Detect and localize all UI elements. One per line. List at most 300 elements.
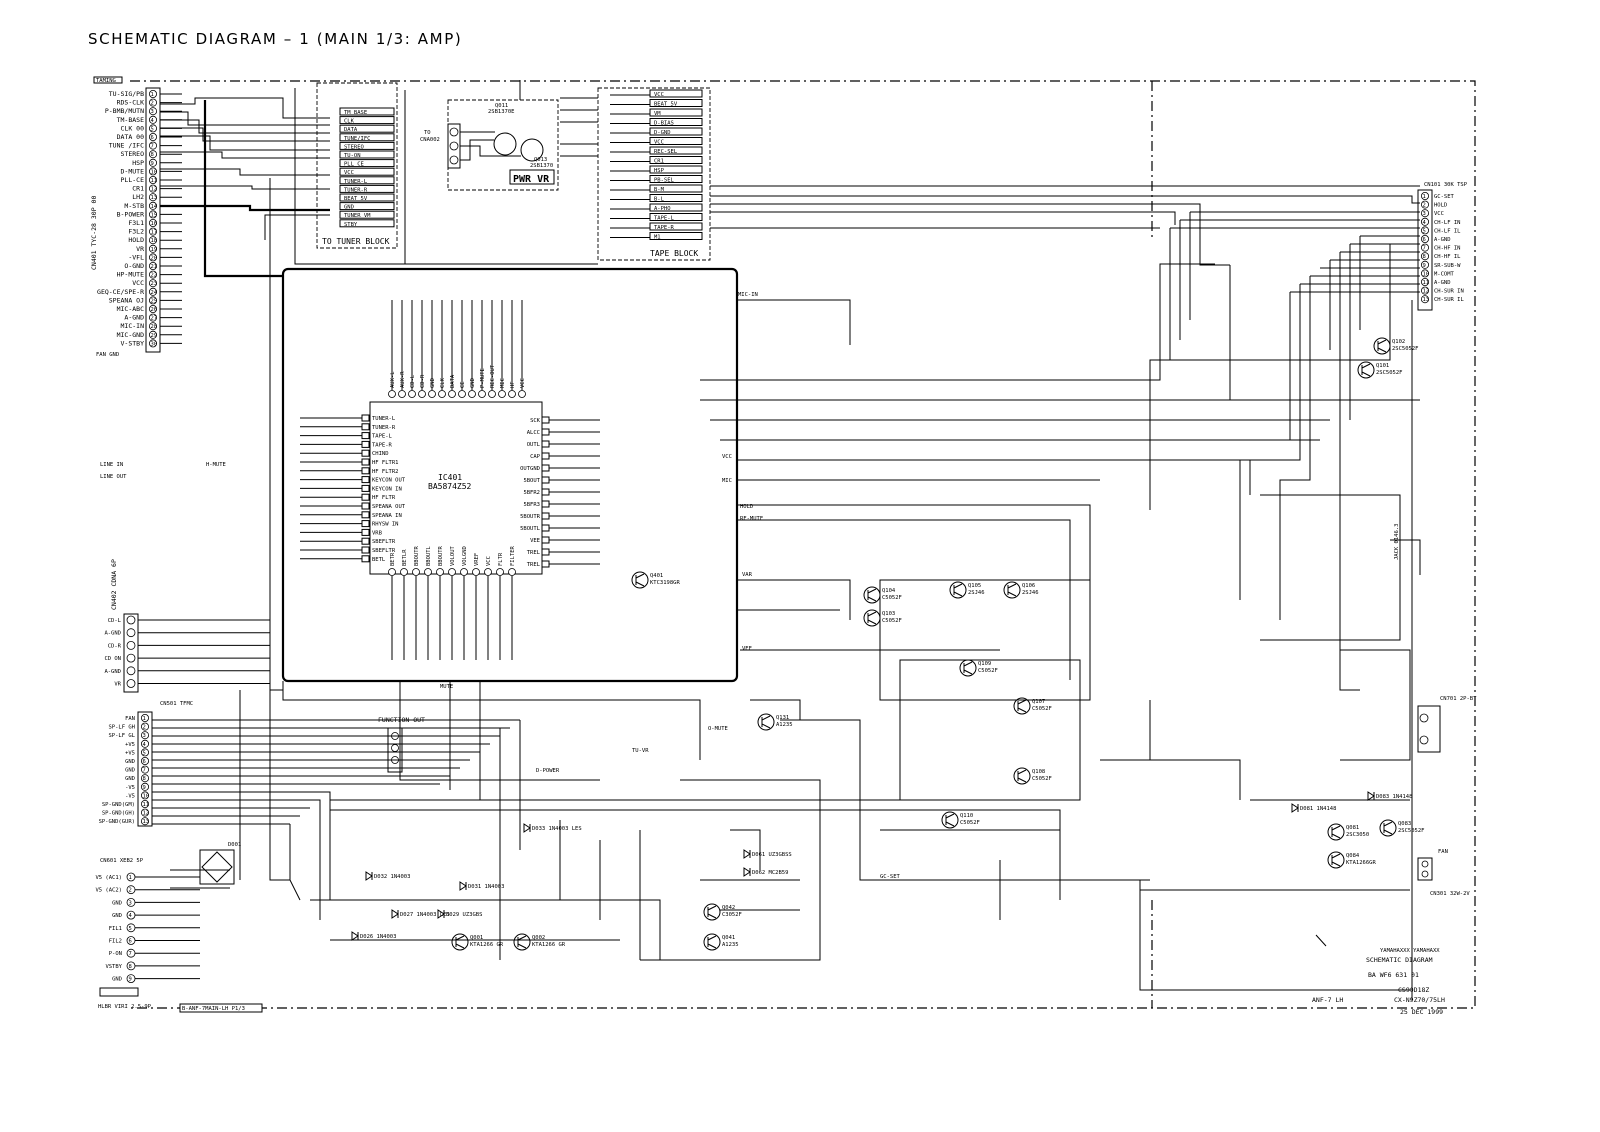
tuner-signal-label: GND xyxy=(344,204,354,211)
ic-pin xyxy=(389,569,396,576)
ic-top-pin-label: AUX-R xyxy=(400,371,406,388)
cn101-pin-label: CH-SUR IL xyxy=(1434,297,1464,304)
cn402-pin-label: VR xyxy=(114,681,121,688)
ic-pin xyxy=(362,503,369,509)
ic-left-pin-label: TAPE-R xyxy=(372,442,392,449)
ic-left-pin-label: HF FLTR1 xyxy=(372,460,399,466)
cn501-pin-number: 7 xyxy=(142,767,146,774)
ic-left-pin-label: HF FLTR xyxy=(372,495,396,502)
svg-text:B-ANF-7MAIN-LH P1/3: B-ANF-7MAIN-LH P1/3 xyxy=(182,1006,245,1012)
ic-right-pin-label: 5BOUT xyxy=(523,478,540,484)
cn601-pin-label: V5 (AC1) xyxy=(95,875,122,881)
tape-signal-label: D-GND xyxy=(654,130,671,136)
cn401-pin-number: 8 xyxy=(150,152,154,159)
svg-text:2SB1370E: 2SB1370E xyxy=(488,109,515,115)
ic-left-pin-label: BETL xyxy=(372,556,386,563)
svg-text:CN402 CDNA 6P: CN402 CDNA 6P xyxy=(110,559,118,610)
ic-bottom-pin-label: FILTER xyxy=(510,546,516,566)
ic-pin xyxy=(542,501,549,507)
cn401-pin-number: 22 xyxy=(150,272,158,279)
transistor-part: 2SJ46 xyxy=(1022,590,1039,596)
cn401-pin-label: B-POWER xyxy=(116,210,144,219)
cn101-connector xyxy=(1418,182,1468,310)
cn601-pin-label: FIL2 xyxy=(108,938,122,945)
cn101-pin-label: GC-SET xyxy=(1434,194,1454,200)
ic-pin xyxy=(485,569,492,576)
ic-pin xyxy=(429,391,436,398)
transistor-ref: Q102 xyxy=(1392,339,1406,345)
transistor-symbol xyxy=(1374,338,1390,354)
tape-signal-label: VCC xyxy=(654,92,664,98)
transistor-part: C5052F xyxy=(978,668,998,674)
svg-text:SCHEMATIC DIAGRAM: SCHEMATIC DIAGRAM xyxy=(1366,956,1433,964)
ic-pin xyxy=(389,391,396,398)
cn401-pin-number: 7 xyxy=(150,143,154,150)
cn401-pin-number: 27 xyxy=(150,315,158,322)
cn401-pin-label: TM-BASE xyxy=(116,115,144,124)
cn401-pin-number: 9 xyxy=(150,160,154,167)
diode-label: D026 1N4003 xyxy=(360,934,397,940)
transistor-part: 2SC5052F xyxy=(1392,346,1419,352)
svg-text:FUNCTION OUT: FUNCTION OUT xyxy=(378,716,425,724)
transistor-part: A1235 xyxy=(722,942,739,948)
diode-label: D083 1N4148 xyxy=(1376,794,1413,800)
cn401-pin-label: D-MUTE xyxy=(120,167,144,176)
transistor-symbol xyxy=(704,934,720,950)
transistor-symbol xyxy=(1328,852,1344,868)
diode-label: D032 1N4003 xyxy=(374,874,411,880)
ic-pin xyxy=(362,441,369,447)
svg-text:CN601 XEB2 5P: CN601 XEB2 5P xyxy=(100,858,144,864)
transistor-part: C5052F xyxy=(1032,706,1052,712)
ic-pin xyxy=(362,521,369,527)
cn101-pin-number: 8 xyxy=(1422,254,1426,261)
transistor-symbol xyxy=(758,714,774,730)
svg-text:CN101 30K TSP: CN101 30K TSP xyxy=(1424,182,1468,188)
ic-pin xyxy=(542,525,549,531)
svg-text:TAMING: TAMING xyxy=(96,78,116,84)
svg-text:HLBR VIRI 2.5-9P: HLBR VIRI 2.5-9P xyxy=(98,1004,151,1010)
ic-bottom-pin-label: BETR xyxy=(390,552,396,566)
cn402-pin-label: CD ON xyxy=(104,656,121,663)
ic-pin xyxy=(542,453,549,459)
cn501-pin-number: 8 xyxy=(142,776,146,783)
transistor-symbol xyxy=(632,572,648,588)
cn501-pin-number: 11 xyxy=(142,802,150,808)
cn101-pin-label: M-COMT xyxy=(1434,271,1454,278)
cn601-pin-number: 3 xyxy=(128,900,132,907)
cn401-pin-number: 23 xyxy=(150,281,158,288)
svg-text:JACK 0146.3: JACK 0146.3 xyxy=(1394,523,1400,560)
cn101-pin-number: 2 xyxy=(1422,202,1426,209)
cn601-pin-number: 1 xyxy=(128,875,132,881)
cn401-pin-label: STEREO xyxy=(120,150,144,159)
ic-top-pin-label: P-MUTE xyxy=(480,368,486,388)
cn401-pin-label: VR xyxy=(136,244,144,253)
ic-pin xyxy=(362,556,369,562)
transistor-ref: Q041 xyxy=(722,935,736,941)
diode-label: D027 1N4003 LES xyxy=(400,912,450,918)
transistor-ref: Q131 xyxy=(776,715,790,721)
ic-pin xyxy=(542,549,549,555)
cn501-pin-label: -V5 xyxy=(125,784,135,791)
ic-pin xyxy=(509,569,516,576)
ic-pin xyxy=(542,465,549,471)
cn501-pin-number: 12 xyxy=(142,810,150,817)
ic-top-pin-label: CLK xyxy=(440,378,446,388)
cn101-pin-number: 1 xyxy=(1422,194,1426,200)
transistor-symbol xyxy=(1328,824,1344,840)
cn402-pin xyxy=(127,680,135,688)
transistor-part: C5052F xyxy=(882,618,902,624)
bridge-rectifier xyxy=(200,842,241,884)
transistor-ref: Q108 xyxy=(1032,769,1046,775)
transistor-symbol xyxy=(942,812,958,828)
ic-pin xyxy=(362,529,369,535)
svg-text:TO: TO xyxy=(424,130,431,136)
page-title: SCHEMATIC DIAGRAM – 1 (MAIN 1/3: AMP) xyxy=(88,30,463,48)
ic-left-pin-label: SPEANA IN xyxy=(372,512,402,519)
ic-right-pin-label: ALCC xyxy=(526,430,540,436)
tuner-signal-label: STEREO xyxy=(344,144,364,151)
transistor-part: KTA1266 GR xyxy=(470,942,504,948)
transistor-ref: Q042 xyxy=(722,905,736,911)
cn101-pin-number: 13 xyxy=(1422,297,1430,304)
ic-pin xyxy=(409,391,416,398)
cn601-pin-label: GND xyxy=(112,976,122,983)
cn401-pin-label: M-STB xyxy=(124,201,144,210)
ic-pin xyxy=(425,569,432,576)
ic-pin xyxy=(542,477,549,483)
ic-left-pin-label: HF FLTR2 xyxy=(372,468,399,475)
cn101-pin-label: CH-HF IL xyxy=(1434,254,1461,261)
fan-connector xyxy=(1418,849,1470,897)
transistor-ref: Q083 xyxy=(1398,821,1412,827)
ic-top-pin-label: CD-R xyxy=(420,374,426,388)
cn601-pin-label: FIL1 xyxy=(108,925,122,932)
tape-signal-label: HSP xyxy=(654,168,664,174)
transistor-part: C5052F xyxy=(1032,776,1052,782)
tape-signal-label: D-BIAS xyxy=(654,120,674,127)
ic-pin xyxy=(469,391,476,398)
cn402-pin-label: CD-R xyxy=(107,643,121,650)
ic-bottom-pin-label: FLTR xyxy=(498,552,504,566)
ic-top-pin-label: REC-OUT xyxy=(490,364,496,388)
svg-text:ANF-7 LH: ANF-7 LH xyxy=(1312,996,1344,1004)
tuner-signal-label: DATA xyxy=(344,127,358,134)
cn401-pin-number: 24 xyxy=(150,289,158,296)
cn402-pin xyxy=(127,641,135,649)
tape-signal-label: A-PHO xyxy=(654,206,671,212)
cn101-pin-number: 12 xyxy=(1422,288,1430,295)
cn401-pin-number: 1 xyxy=(150,92,154,98)
ic-left-pin-label: CHIND xyxy=(372,451,389,458)
ic-top-pin-label: MIC xyxy=(500,378,506,388)
transistor-symbol xyxy=(514,934,530,950)
svg-text:IC401: IC401 xyxy=(438,473,463,482)
cn402-connector xyxy=(104,559,270,692)
cn501-pin-label: FAN xyxy=(125,716,135,722)
ic-pin xyxy=(542,429,549,435)
cn401-pin-number: 19 xyxy=(150,246,158,253)
ic-top-pin-label: HF xyxy=(510,381,516,388)
cn501-pin-label: -V5 xyxy=(125,793,135,800)
transistor-symbol xyxy=(960,660,976,676)
tuner-signal-label: TUNER VM xyxy=(344,213,371,220)
svg-text:BA5874Z52: BA5874Z52 xyxy=(428,482,472,491)
svg-text:TAPE BLOCK: TAPE BLOCK xyxy=(650,249,699,258)
cn501-pin-number: 13 xyxy=(142,819,150,826)
bottom-reference xyxy=(180,1004,262,1012)
cn501-pin-number: 2 xyxy=(142,724,146,731)
tuner-signal-label: CLK xyxy=(344,118,354,125)
ic-left-pin-label: SBEFLTR xyxy=(372,539,396,546)
ic-left-pin-label: KEYCON OUT xyxy=(372,477,406,484)
diode-label: D033 1N4003 LES xyxy=(532,826,582,832)
cn401-pin-label: PLL-CE xyxy=(120,176,144,184)
ic-top-pin-label: GND xyxy=(430,378,436,388)
svg-text:Q013: Q013 xyxy=(534,157,548,163)
svg-text:Q011: Q011 xyxy=(495,103,509,109)
ic-right-pin-label: TREL xyxy=(526,550,540,556)
net-label: O-MUTE xyxy=(708,726,728,732)
ic-right-pin-label: TREL xyxy=(526,562,540,568)
tuner-signal-label: BEAT 5V xyxy=(344,196,368,202)
transistor-symbol xyxy=(1014,768,1030,784)
transistor-ref: Q106 xyxy=(1022,583,1036,589)
transistor-ref: Q401 xyxy=(650,573,664,579)
ic-pin xyxy=(362,450,369,456)
cn401-pin-number: 4 xyxy=(150,117,154,124)
net-label: MUTE xyxy=(440,684,454,690)
cn101-pin-label: CH-HF IN xyxy=(1434,245,1461,252)
ic-pin xyxy=(461,569,468,576)
net-label: VAR xyxy=(742,572,752,578)
cn401-pin-label: SPEANA OJ xyxy=(108,296,144,305)
cn501-pin-label: GND xyxy=(125,767,135,774)
transistor-part: 2SC3050 xyxy=(1346,832,1370,838)
ic-pin xyxy=(497,569,504,576)
ic401 xyxy=(283,269,737,681)
ic-right-pin-label: 5BFR3 xyxy=(523,502,540,508)
ic-top-pin-label: VCC xyxy=(520,378,526,388)
svg-text:PWR VR: PWR VR xyxy=(513,174,550,185)
ic-bottom-pin-label: BBOUTL xyxy=(426,546,432,566)
cn501-pin-label: SP-GND(GH) xyxy=(101,810,135,817)
transistor-ref: Q002 xyxy=(532,935,546,941)
cn601-pin-number: 8 xyxy=(128,963,132,970)
tape-signal-label: VM xyxy=(654,111,661,117)
cn401-pin-number: 26 xyxy=(150,307,158,313)
ic-pin xyxy=(362,485,369,491)
cn601-pin-label: GND xyxy=(112,913,122,920)
cn501-pin-number: 5 xyxy=(142,750,146,757)
cn401-pin-number: 21 xyxy=(150,264,158,270)
svg-text:CN301 32W-2V: CN301 32W-2V xyxy=(1430,891,1470,897)
svg-text:CS90D18Z: CS90D18Z xyxy=(1398,986,1430,994)
ic-top-pin-label: CE xyxy=(460,381,466,388)
ic-right-pin-label: 5BOUTL xyxy=(520,526,540,532)
net-label: HOLD xyxy=(740,504,754,510)
cn401-pin-label: RDS-CLK xyxy=(116,98,144,107)
cn501-pin-number: 4 xyxy=(142,741,146,748)
tape-block xyxy=(598,88,710,260)
ic-pin xyxy=(362,433,369,439)
ic-pin xyxy=(439,391,446,398)
cn401-pin-number: 20 xyxy=(150,255,158,262)
ic-top-pin-label: GND xyxy=(470,378,476,388)
cn501-pin-label: SP-LF GL xyxy=(108,733,135,740)
svg-text:TO TUNER BLOCK: TO TUNER BLOCK xyxy=(322,237,390,246)
tape-signal-label: PB-SEL xyxy=(654,177,674,184)
tape-signal-label: BEAT 5V xyxy=(654,101,678,108)
transistor-symbol xyxy=(864,610,880,626)
ic-bottom-pin-label: BETLR xyxy=(402,549,408,566)
cn402-pin-label: CD-L xyxy=(107,618,121,624)
cn501-pin-label: GND xyxy=(125,776,135,783)
ic-pin xyxy=(542,537,549,543)
cn601-pin-number: 4 xyxy=(128,913,132,920)
ic-left-pin-label: SBEFLTR xyxy=(372,548,396,554)
tuner-signal-label: TUNER-L xyxy=(344,178,368,185)
cn401-pin-number: 18 xyxy=(150,238,158,245)
cn401-pin-number: 10 xyxy=(150,169,158,176)
cn101-pin-label: CH-LF IL xyxy=(1434,228,1461,235)
cn401-pin-label: MIC-IN xyxy=(120,322,144,331)
ic-pin xyxy=(413,569,420,576)
ic-top-pin-label: AUX-L xyxy=(390,371,396,388)
cn401-pin-number: 30 xyxy=(150,341,158,348)
cn401-pin-number: 2 xyxy=(150,100,154,107)
ic-pin xyxy=(362,424,369,430)
transistor-ref: Q081 xyxy=(1346,825,1360,831)
ic-left-pin-label: RHYSW IN xyxy=(372,521,399,528)
cn401-pin-number: 6 xyxy=(150,135,154,141)
diode-label: D062 MC2B59 xyxy=(752,870,789,876)
cn401-pin-number: 29 xyxy=(150,332,158,339)
ic-top-pin-label: DATA xyxy=(450,374,456,388)
tape-signal-label: CR1 xyxy=(654,158,664,165)
transistor-ref: Q084 xyxy=(1346,853,1360,859)
net-label: RF-MUTE xyxy=(740,516,764,522)
diode-label: D061 UZ3GBSS xyxy=(752,852,792,858)
ic-pin xyxy=(401,569,408,576)
cn501-pin-label: SP-LF GH xyxy=(108,724,135,731)
cn501-pin-number: 6 xyxy=(142,759,146,765)
cn401-pin-number: 3 xyxy=(150,109,154,116)
cn401-pin-label: A-GND xyxy=(124,313,144,322)
tape-signal-label: B-L xyxy=(654,196,664,203)
cn402-pin-label: A-GND xyxy=(104,668,121,675)
cn401-pin-label: GEQ-CE/SPE-R xyxy=(97,287,144,296)
transistor-part: 2SC5052F xyxy=(1376,370,1403,376)
svg-text:BA WF6 631 01: BA WF6 631 01 xyxy=(1368,971,1419,979)
svg-text:25 DEC 1999: 25 DEC 1999 xyxy=(1400,1008,1444,1016)
transistor-ref: Q110 xyxy=(960,813,974,819)
cn401-pin-label: MIC-GND xyxy=(116,330,144,339)
cn601-pin-number: 2 xyxy=(128,887,132,894)
cn101-pin-number: 10 xyxy=(1422,271,1430,278)
cn401-pin-label: DATA 00 xyxy=(116,133,144,141)
ic-left-pin-label: TUNER-R xyxy=(372,424,396,431)
transistor-ref: Q105 xyxy=(968,583,982,589)
cn402-pin xyxy=(127,667,135,675)
ic-pin xyxy=(449,569,456,576)
svg-text:CN501 TFMC: CN501 TFMC xyxy=(160,701,194,707)
tuner-signal-label: PLL CE xyxy=(344,161,364,168)
cn401-pin-label: VCC xyxy=(132,279,144,288)
ic-pin xyxy=(437,569,444,576)
net-label: MIC xyxy=(722,478,732,484)
tape-signal-label: TAPE-L xyxy=(654,215,674,222)
ic-pin xyxy=(479,391,486,398)
cn401-pin-label: LH2 xyxy=(132,193,144,202)
ic-pin xyxy=(542,441,549,447)
net-label: LINE OUT xyxy=(100,474,127,480)
cn402-pin xyxy=(127,654,135,662)
ic-right-pin-label: SCK xyxy=(530,418,540,424)
transistor-part: KTC3198GR xyxy=(650,580,680,586)
transistor-part: C3052F xyxy=(722,912,742,918)
tuner-signal-label: TUNER-R xyxy=(344,187,368,194)
cn401-pin-number: 11 xyxy=(150,178,158,184)
cn401-pin-number: 15 xyxy=(150,212,158,219)
cn401-pin-number: 14 xyxy=(150,203,158,210)
cn401-pin-label: V-STBY xyxy=(120,339,144,348)
tuner-signal-label: TM BASE xyxy=(344,110,368,116)
cn401-pin-number: 16 xyxy=(150,221,158,227)
svg-text:CX-N9Z70/75LH: CX-N9Z70/75LH xyxy=(1394,996,1445,1004)
ic-pin xyxy=(362,512,369,518)
svg-text:YAMAHAXXX YAMAHAXX: YAMAHAXXX YAMAHAXX xyxy=(1380,948,1440,954)
net-label: GC-SET xyxy=(880,874,900,880)
transistor-part: C5052F xyxy=(960,820,980,826)
cn601-pin-label: GND xyxy=(112,900,122,907)
ic-left-pin-label: SPEANA OUT xyxy=(372,504,406,510)
net-label: TU-VR xyxy=(632,748,649,754)
transistor-ref: Q109 xyxy=(978,661,992,667)
transistor-part: 2SC5052F xyxy=(1398,828,1425,834)
pwr-vr-block xyxy=(420,100,558,190)
cn401-pin-number: 17 xyxy=(150,229,158,236)
cn401-pin-number: 5 xyxy=(150,126,154,133)
diode-label: D029 UZ3GBS xyxy=(446,912,483,918)
ic-pin xyxy=(542,513,549,519)
transistor-ref: Q101 xyxy=(1376,363,1390,369)
ic-top-pin-label: CD-L xyxy=(410,374,416,388)
cn401-pin-label: MIC-ABC xyxy=(116,305,144,313)
ic-pin xyxy=(362,494,369,500)
cn401-pin-label: HP-MUTE xyxy=(116,270,144,279)
ic-pin xyxy=(542,417,549,423)
cn401-pin-label: P-BMB/MUTN xyxy=(104,107,144,116)
cn101-pin-number: 7 xyxy=(1422,245,1426,252)
cn601-pin-number: 7 xyxy=(128,951,132,958)
cn601-pin-number: 6 xyxy=(128,938,132,945)
ic-right-pin-label: 5BFR2 xyxy=(523,490,540,496)
ic-left-pin-label: KEYCON IN xyxy=(372,486,402,493)
transistor-symbol xyxy=(864,587,880,603)
ic-pin xyxy=(542,489,549,495)
ic-right-pin-label: OUTL xyxy=(526,442,540,448)
cn101-pin-number: 5 xyxy=(1422,228,1426,235)
cn501-pin-label: GND xyxy=(125,759,135,765)
cn501-pin-label: SP-GND(GUR) xyxy=(98,819,135,826)
transistor-symbol xyxy=(1380,820,1396,836)
tuner-signal-label: VCC xyxy=(344,170,354,177)
ic-bottom-pin-label: VOLOUT xyxy=(450,546,456,566)
ic-bottom-pin-label: BBOUTR xyxy=(438,546,444,566)
